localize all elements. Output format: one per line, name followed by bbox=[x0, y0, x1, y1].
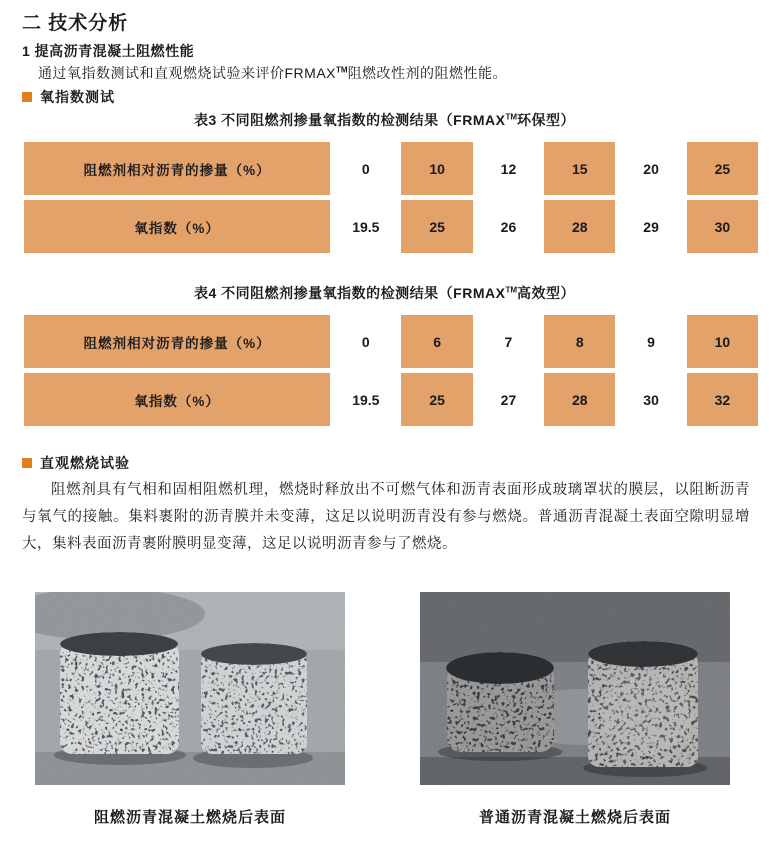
table4-cell: 32 bbox=[687, 373, 758, 426]
visual-burning-paragraph: 阻燃剂具有气相和固相阻燃机理，燃烧时释放出不可燃气体和沥青表面形成玻璃罩状的膜层，以阻断沥青与氧气的接触。集料裹附的沥青膜并未变薄，这足以说明沥青没有参与燃烧。普通沥青混凝土表面空隙明显增大，集料表面沥青裹附膜明显变薄，这足以说明沥青参与了燃烧。 bbox=[22, 482, 750, 552]
trademark-superscript: TM bbox=[505, 285, 517, 295]
photo-flame-retardant-specimens bbox=[35, 592, 345, 785]
table-row bbox=[24, 142, 758, 195]
table3-row2-label: 氧指数（%） bbox=[24, 200, 330, 253]
table3 bbox=[24, 142, 758, 258]
left-photo-caption: 阻燃沥青混凝土燃烧后表面 bbox=[93, 809, 286, 826]
intro-text-post: 阻燃改性剂的阻燃性能。 bbox=[347, 65, 508, 81]
right-photo-caption: 普通沥青混凝土燃烧后表面 bbox=[478, 809, 671, 826]
table3-cell: 25 bbox=[687, 142, 758, 195]
table4-cell: 30 bbox=[643, 391, 659, 408]
orange-square-bullet-icon bbox=[22, 92, 32, 102]
table3-cell: 26 bbox=[500, 218, 517, 235]
table4-cell: 19.5 bbox=[352, 391, 380, 408]
photo-normal-specimens bbox=[420, 592, 730, 785]
specimen-left bbox=[446, 652, 554, 752]
specimen-right bbox=[588, 641, 698, 767]
table4-title-pre: 表4 不同阻燃剂掺量氧指数的检测结果（FRMAX bbox=[193, 285, 506, 301]
trademark-superscript: TM bbox=[336, 65, 348, 75]
specimen-left bbox=[60, 632, 179, 754]
table4-cell: 28 bbox=[544, 373, 615, 426]
table3-cell: 12 bbox=[500, 160, 517, 177]
table3-cell: 30 bbox=[687, 200, 758, 253]
table4-cell: 8 bbox=[544, 315, 615, 368]
table3-cell: 15 bbox=[544, 142, 615, 195]
table3-row1-label: 阻燃剂相对沥青的掺量（%） bbox=[24, 142, 330, 195]
section-1-title: 1 提高沥青混凝土阻燃性能 bbox=[22, 43, 195, 59]
visual-burning-section-label: 直观燃烧试验 bbox=[40, 455, 130, 471]
table3-cell: 20 bbox=[643, 160, 659, 177]
table3-title-pre: 表3 不同阻燃剂掺量氧指数的检测结果（FRMAX bbox=[193, 112, 506, 128]
table4-cell: 0 bbox=[361, 333, 370, 350]
table4-cell: 10 bbox=[687, 315, 758, 368]
trademark-superscript: TM bbox=[505, 112, 517, 122]
table-row bbox=[24, 315, 758, 368]
table3-title bbox=[0, 110, 769, 130]
intro-paragraph bbox=[38, 63, 507, 83]
table3-cell: 25 bbox=[401, 200, 472, 253]
table3-cell: 0 bbox=[361, 160, 370, 177]
table4-cell: 6 bbox=[401, 315, 472, 368]
table4-row1-label: 阻燃剂相对沥青的掺量（%） bbox=[24, 315, 330, 368]
table3-title-post: 环保型） bbox=[517, 112, 575, 128]
specimen-right bbox=[201, 643, 307, 754]
table4-cell: 25 bbox=[401, 373, 472, 426]
table3-cell: 28 bbox=[544, 200, 615, 253]
table3-cell: 29 bbox=[643, 218, 659, 235]
table4-title-post: 高效型） bbox=[517, 285, 575, 301]
oxygen-index-section-header bbox=[22, 87, 115, 107]
intro-text-pre: 通过氧指数测试和直观燃烧试验来评价FRMAX bbox=[38, 65, 336, 81]
oxygen-index-section-label: 氧指数测试 bbox=[40, 89, 115, 105]
table-row bbox=[24, 200, 758, 253]
table3-cell: 10 bbox=[401, 142, 472, 195]
table4-cell: 9 bbox=[647, 333, 655, 350]
table4-title bbox=[0, 283, 769, 303]
table-row bbox=[24, 373, 758, 426]
table4-cell: 27 bbox=[500, 391, 517, 408]
table3-cell: 19.5 bbox=[352, 218, 380, 235]
visual-burning-section-header bbox=[22, 453, 130, 473]
table4 bbox=[24, 315, 758, 431]
table4-cell: 7 bbox=[504, 333, 513, 350]
orange-square-bullet-icon bbox=[22, 458, 32, 468]
table4-row2-label: 氧指数（%） bbox=[24, 373, 330, 426]
page-title: 二 技术分析 bbox=[22, 13, 129, 34]
